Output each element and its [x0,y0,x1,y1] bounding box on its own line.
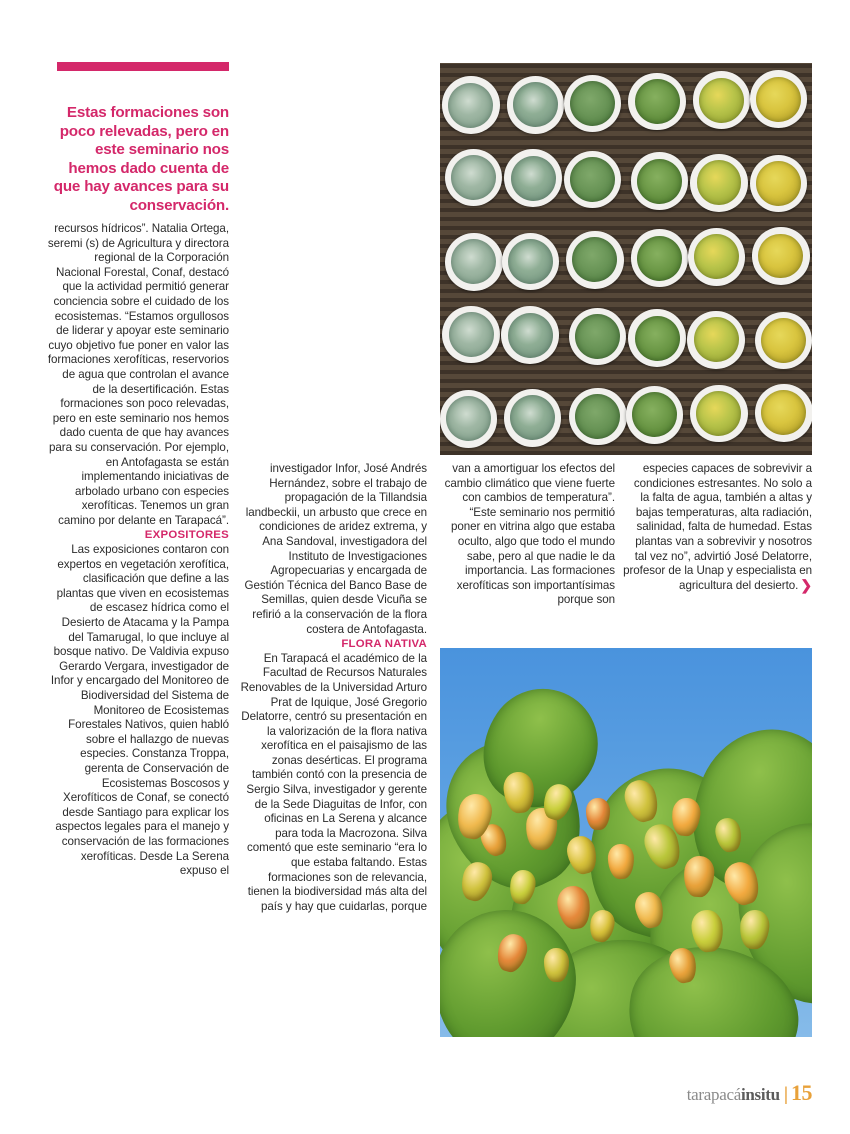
cactus-pot [626,386,684,444]
prickly-pear-fruit [544,948,570,982]
cactus-plant [635,316,680,361]
cactus-pot [755,384,812,442]
cactus-plant [511,156,556,201]
section-heading-flora-nativa: FLORA NATIVA [341,638,427,651]
cactus-plant [697,160,742,205]
cactus-plant [761,318,806,363]
cactus-plant [632,392,677,437]
cactus-pot [445,233,503,291]
cactus-pot [687,311,745,369]
col2-body-1: investigador Infor, José Andrés Hernández, sobre el trabajo de propagación de la Tillandsia landbeckii, un arbusto que crece en condiciones de aridez extrema, y Ana Sandoval, investigadora del Instituto de Investigaciones Agropecuarias y encargada de Gestión Técnica del Banco Base de Semillas, quien desde Vicuña se refirió a la conservación de la flora costera de Antofagasta. [244,462,427,636]
cactus-plant [575,394,620,439]
cactus-pot [631,229,689,287]
cactus-plant [635,79,680,124]
cactus-plant [758,234,803,279]
cactus-pot [564,75,622,133]
cactus-plant [572,237,617,282]
cactus-plant [513,82,558,127]
section-heading-expositores: EXPOSITORES [144,529,229,542]
cactus-pot [440,390,497,448]
text-column-3 [437,462,615,608]
logo-divider: | [783,1084,788,1105]
cactus-plant [756,77,801,122]
cactus-pot [631,152,689,210]
cactus-plant [510,395,555,440]
text-column-1 [47,222,229,879]
cactus-pot [750,155,808,213]
photo-top-content [440,63,812,455]
cactus-plant [694,317,739,362]
cactus-pot [690,154,748,212]
cactus-pot [564,151,622,209]
cactus-plant [448,83,493,128]
cactus-plant [451,155,496,200]
cactus-pot [504,389,562,447]
cactus-plant [699,78,744,123]
cactus-pot [569,388,627,446]
logo-tarapaca: tarapacá [686,1085,741,1104]
photo-prickly-pear [440,648,812,1037]
text-column-2 [240,462,427,914]
cactus-pot [628,309,686,367]
col2-body-2: En Tarapacá el académico de la Facultad de Recursos Naturales Renovables de la Universidad Arturo Prat de Iquique, José Gregorio Delatorre, centró su presentación en la valorización de la flora nativa xerofítica en el paisajismo de las zonas desérticas. El programa también contó con la presencia de Sergio Silva, investigador y gerente de la Sede Diaguitas de Infor, con oficinas en La Serena y alcance para toda la Macrozona. Silva comentó que este seminario “era lo que estaba faltando. Estas formaciones son de relevancia, tienen la biodiversidad más alta del país y hay que cuidarlas, porque [240,651,427,913]
col4-body [622,462,812,593]
cactus-plant [637,159,682,204]
cactus-pot [501,306,559,364]
cactus-pot [755,312,812,370]
cactus-pot [752,227,810,285]
cactus-pot [690,385,748,443]
cactus-plant [696,391,741,436]
footer-logo [687,1080,812,1106]
col4-text: especies capaces de sobrevivir a condiciones estresantes. No solo a la falta de agua, también a altas y bajas temperaturas, alta radiación, salinidad, falta de humedad. Estas plantas van a sobrevivir y nosotros tal vez no”, advirtió José Delatorre, profesor de la Unap y especialista en agricultura del desierto. [623,462,812,592]
cactus-plant [449,312,494,357]
cactus-pot [693,71,751,129]
cactus-pot [442,306,500,364]
pink-rule-divider [57,62,229,71]
pull-quote: Estas formaciones son poco relevadas, pero en este seminario nos hemos dado cuenta de que hay avances para su conservación. [53,104,229,214]
cactus-plant [451,239,496,284]
cactus-pot [504,149,562,207]
cactus-plant [694,234,739,279]
cactus-plant [508,239,553,284]
col1-body-2: Las exposiciones contaron con expertos en vegetación xerofítica, clasificación que define a las plantas que viven en ecosistemas de escasez hídrica como el Desierto de Atacama y la Pampa del Tamarugal, lo que incluye al bosque nativo. De Valdivia expuso Gerardo Vergara, investigador de Infor y encargado del Monitoreo de Biodiversidad del Sistema de Monitoreo de Ecosistemas Forestales Nativos, quien habló sobre el hallazgo de nuevas especies. Constanza Troppa, gerenta de Conservación de Ecosistemas Boscosos y Xerofíticos de Conaf, se conectó desde Santiago para explicar los aspectos legales para el manejo y conservación de las formaciones xerofíticas. Desde La Serena expuso el [50,543,229,878]
end-mark-arrow-icon: ❯ [800,576,812,593]
col3-body: van a amortiguar los efectos del cambio climático que viene fuerte con cambios de temperatura”. “Este seminario nos permitió poner en vitrina algo que estaba oculto, algo que todo el mundo sabe, pero al que nadie le da importancia. Las formaciones xerofíticas son importantísimas porque son [444,462,615,607]
logo-insitu: insitu [740,1085,780,1104]
cactus-plant [756,161,801,206]
cactus-plant [575,314,620,359]
photo-bottom-sky [440,648,812,1037]
cactus-pot [628,73,686,131]
cactus-plant [508,313,553,358]
cactus-plant [446,396,491,441]
col1-body-1: recursos hídricos”. Natalia Ortega, seremi (s) de Agricultura y directora regional de la Corporación Nacional Forestal, Conaf, destacó que la actividad permitió generar conciencia sobre el cuidado de los ecosistemas. “Estamos orgullosos de liderar y apoyar este seminario cuyo objetivo fue poner en valor las formaciones xerofíticas, reservorios de agua que controlan el avance de la desertificación. Estas formaciones son poco relevadas, pero en este seminario nos hemos dado cuenta de que hay avances para su conservación. Por ejemplo, en Antofagasta se están implementando iniciativas de arbolado urbano con especies xerofíticas. Tenemos un gran camino por delante en Tarapacá”. [47,222,229,527]
prickly-pear-fruit [586,798,610,830]
cactus-plant [570,157,615,202]
cactus-pot [688,228,746,286]
cactus-pot [507,76,565,134]
cactus-plant [637,236,682,281]
cactus-pot [566,231,624,289]
cactus-plant [570,81,615,126]
page-number: 15 [791,1080,812,1105]
cactus-pot [569,308,627,366]
cactus-pot [502,233,560,291]
text-column-4 [622,462,812,593]
cactus-pot [445,149,503,207]
cactus-plant [761,390,806,435]
photo-cactus-pots [440,63,812,455]
cactus-pot [442,76,500,134]
cactus-pot [750,70,808,128]
